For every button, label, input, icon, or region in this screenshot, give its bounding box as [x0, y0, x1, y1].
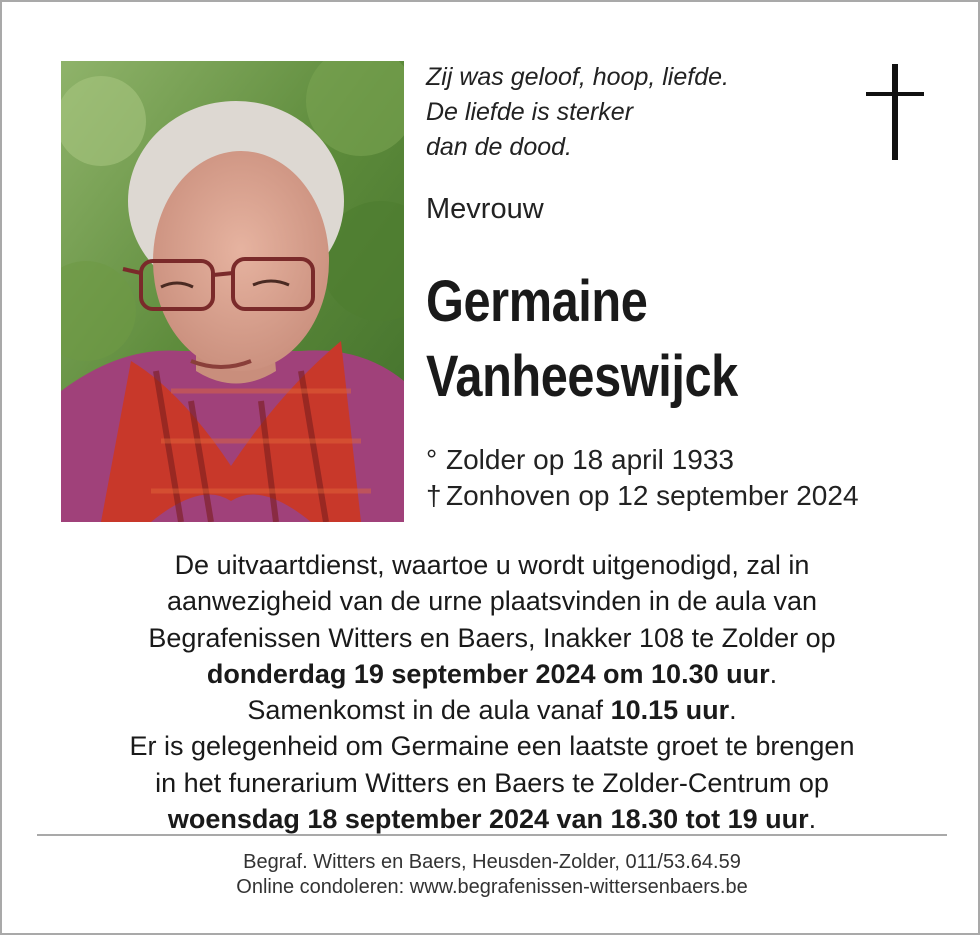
funeral-announcement	[42, 547, 942, 837]
visitation-datetime: woensdag 18 september 2024 van 18.30 tot 19 uur	[167, 804, 809, 835]
gathering-prefix: Samenkomst in de aula vanaf	[247, 695, 611, 726]
quote-line-3: dan de dood.	[426, 133, 572, 161]
portrait-photo	[61, 61, 404, 522]
visitation-line	[42, 801, 942, 837]
birth-symbol: °	[426, 444, 438, 475]
quote-line-1: Zij was geloof, hoop, liefde.	[426, 63, 729, 91]
cross-icon	[866, 64, 924, 160]
deceased-name	[426, 264, 738, 414]
announcement-line-2: aanwezigheid van de urne plaatsvinden in de aula van	[167, 586, 817, 617]
honorific: Mevrouw	[426, 193, 544, 225]
memorial-quote	[426, 60, 729, 165]
first-name: Germaine	[426, 269, 648, 334]
visitation-period: .	[808, 804, 817, 835]
announcement-line-6: Er is gelegenheid om Germaine een laatste groet te brengen	[129, 731, 855, 762]
quote-line-2: De liefde is sterker	[426, 98, 634, 126]
gathering-time: 10.15 uur	[610, 695, 730, 726]
announcement-line-3: Begrafenissen Witters en Baers, Inakker 108 te Zolder op	[148, 622, 836, 653]
funeral-home-contact: Begraf. Witters en Baers, Heusden-Zolder, 011/53.64.59	[243, 851, 741, 873]
footer	[42, 850, 942, 900]
portrait-image	[61, 61, 404, 522]
gathering-line	[42, 692, 942, 728]
service-period: .	[769, 658, 778, 689]
birth-line	[426, 442, 859, 478]
online-condolences: Online condoleren: www.begrafenissen-wittersenbaers.be	[236, 876, 748, 898]
service-line	[42, 656, 942, 692]
last-name: Vanheeswijck	[426, 344, 738, 409]
service-datetime: donderdag 19 september 2024 om 10.30 uur	[206, 658, 770, 689]
death-line	[426, 478, 859, 514]
death-symbol: †	[426, 480, 442, 511]
death-info: Zonhoven op 12 september 2024	[446, 480, 859, 511]
birth-info: Zolder op 18 april 1933	[446, 444, 734, 475]
announcement-line-1: De uitvaartdienst, waartoe u wordt uitgenodigd, zal in	[174, 550, 810, 580]
divider	[37, 834, 947, 836]
gathering-period: .	[729, 695, 737, 726]
life-dates	[426, 442, 859, 514]
announcement-line-7: in het funerarium Witters en Baers te Zolder-Centrum op	[155, 767, 829, 798]
